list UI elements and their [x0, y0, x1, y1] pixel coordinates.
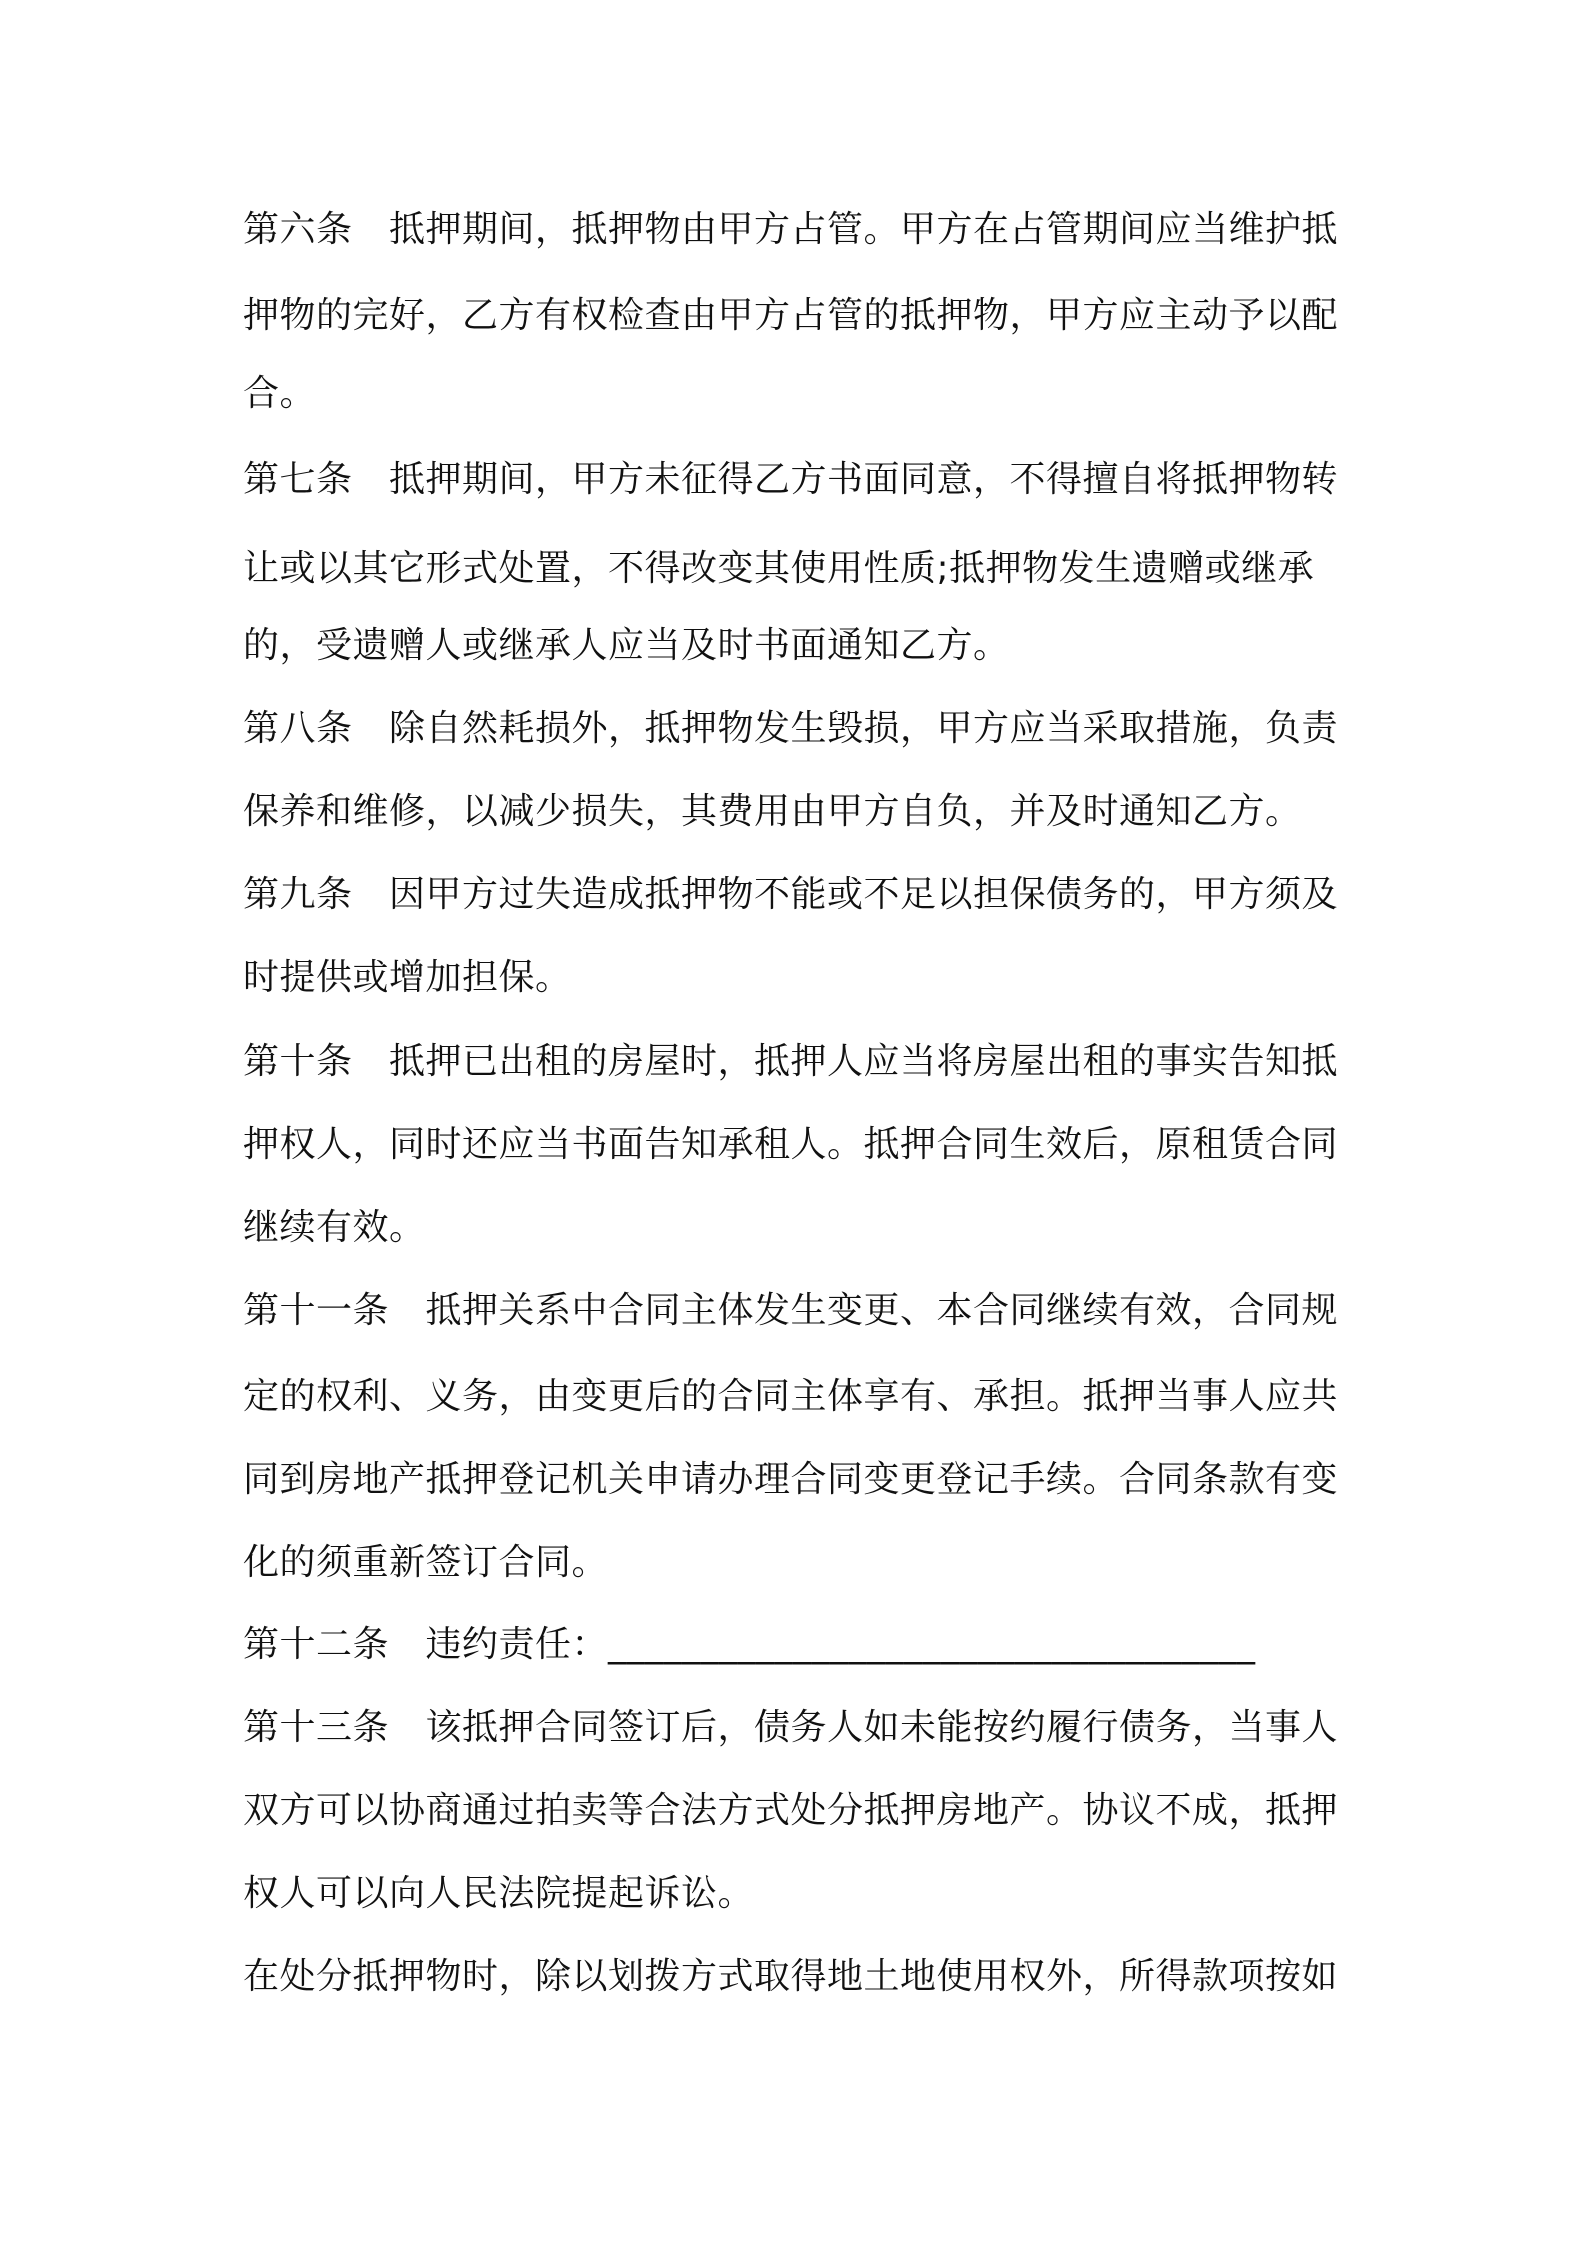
text-line: 时提供或增加担保。	[243, 957, 572, 998]
text-line: 定的权利、义务，由变更后的合同主体享有、承担。抵押当事人应共	[243, 1376, 1339, 1417]
text-line: 在处分抵押物时，除以划拨方式取得地土地使用权外，所得款项按如	[243, 1956, 1339, 1997]
text-line: 合。	[243, 373, 317, 414]
text-line: 双方可以协商通过拍卖等合法方式处分抵押房地产。协议不成，抵押	[243, 1790, 1339, 1831]
text-line: 第十三条 该抵押合同签订后，债务人如未能按约履行债务，当事人	[243, 1707, 1339, 1748]
text-line: 押物的完好，乙方有权检查由甲方占管的抵押物，甲方应主动予以配	[243, 295, 1339, 336]
text-line: 第八条 除自然耗损外，抵押物发生毁损，甲方应当采取措施，负责	[243, 708, 1339, 749]
text-line: 让或以其它形式处置，不得改变其使用性质;抵押物发生遗赠或继承	[243, 548, 1315, 589]
text-line: 的，受遗赠人或继承人应当及时书面通知乙方。	[243, 625, 1010, 666]
text-line: 化的须重新签订合同。	[243, 1542, 609, 1583]
text-line: 第十一条 抵押关系中合同主体发生变更、本合同继续有效，合同规	[243, 1290, 1339, 1331]
text-line: 第九条 因甲方过失造成抵押物不能或不足以担保债务的，甲方须及	[243, 874, 1339, 915]
text-line: 保养和维修，以减少损失，其费用由甲方自负，并及时通知乙方。	[243, 791, 1302, 832]
breach-liability-line: 第十二条 违约责任：___________________________________	[243, 1624, 1256, 1665]
text-line: 押权人，同时还应当书面告知承租人。抵押合同生效后，原租赁合同	[243, 1124, 1339, 1165]
text-line: 权人可以向人民法院提起诉讼。	[243, 1873, 755, 1914]
text-line: 第七条 抵押期间，甲方未征得乙方书面同意，不得擅自将抵押物转	[243, 459, 1339, 500]
text-line: 第六条 抵押期间，抵押物由甲方占管。甲方在占管期间应当维护抵	[243, 209, 1339, 250]
text-line: 同到房地产抵押登记机关申请办理合同变更登记手续。合同条款有变	[243, 1459, 1339, 1500]
text-line: 继续有效。	[243, 1207, 426, 1248]
text-line: 第十条 抵押已出租的房屋时，抵押人应当将房屋出租的事实告知抵	[243, 1041, 1339, 1082]
